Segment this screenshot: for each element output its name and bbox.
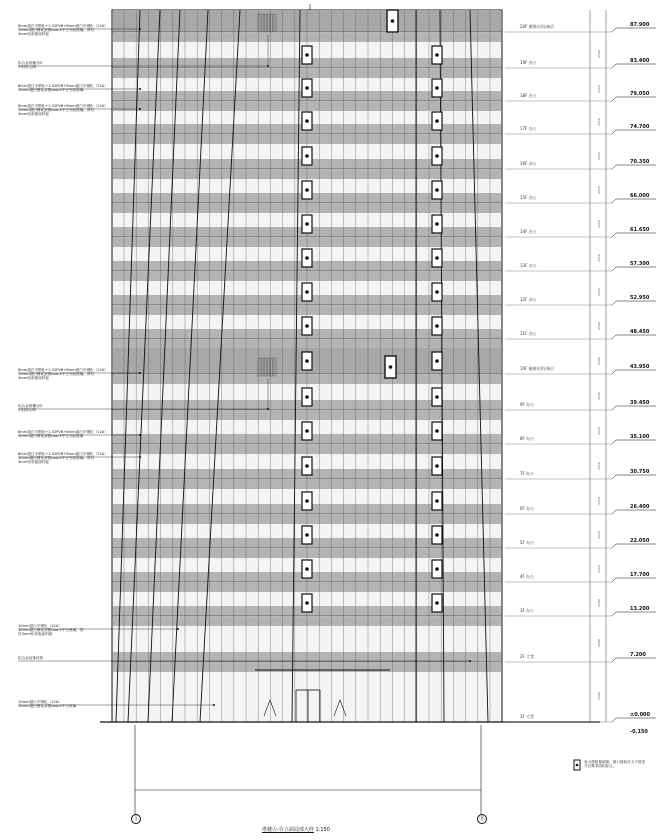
level-marker xyxy=(612,718,656,722)
dimension-text: 4350 xyxy=(597,461,601,470)
window-opening-dot xyxy=(305,567,309,571)
leader-dot xyxy=(139,372,141,374)
level-marker xyxy=(612,301,656,305)
floor-label: 10F 避难层/设备层 xyxy=(520,366,555,371)
material-note: 10mm超白钢化双银Low-E中空夹胶玻璃 xyxy=(18,434,84,439)
material-note: 8mm超白半钢化+1.52PVB+8mm超白半钢化（12A） xyxy=(18,368,108,372)
level-marker xyxy=(612,233,656,237)
base-elevation: -0.150 xyxy=(630,729,648,735)
level-elevation: ±0.000 xyxy=(630,712,651,718)
material-note: 8mm超白半钢化+1.52PVB+8mm超白半钢化（12A） xyxy=(18,84,108,88)
dimension-text: 4350 xyxy=(597,565,601,573)
window-opening-dot xyxy=(435,188,439,192)
window-opening-dot xyxy=(305,395,309,399)
floor-label: 15F 办公 xyxy=(520,195,537,200)
window-opening-dot xyxy=(435,324,439,328)
level-marker xyxy=(612,658,656,662)
level-marker xyxy=(612,544,656,548)
dimension-text: 4350 xyxy=(597,531,601,539)
material-note: 10mm超白钢化双银Low-E中空玻璃，背 xyxy=(18,628,84,633)
window-opening-dot xyxy=(435,222,439,226)
level-marker xyxy=(612,97,656,101)
window-opening-dot xyxy=(305,188,309,192)
window-opening-dot xyxy=(435,464,439,468)
level-elevation: 17.700 xyxy=(630,572,650,578)
floor-label: 16F 办公 xyxy=(520,161,537,166)
level-marker xyxy=(612,370,656,374)
window-opening-dot xyxy=(305,222,309,226)
window-opening-dot xyxy=(435,154,439,158)
grid-bubble-b: Ⓑ xyxy=(477,814,487,824)
window-opening-dot xyxy=(305,119,309,123)
floor-label: 8F 办公 xyxy=(520,436,535,441)
level-elevation: 13.200 xyxy=(630,606,650,612)
dimension-text: 4350 xyxy=(597,496,601,505)
level-elevation: 7.200 xyxy=(630,652,646,658)
level-elevation: 48.450 xyxy=(630,329,650,335)
window-opening-dot xyxy=(305,53,309,57)
material-note: 衬3mm铝单板涂料板 xyxy=(18,632,53,637)
window-opening-dot xyxy=(435,53,439,57)
level-marker xyxy=(612,406,656,410)
window-opening-dot xyxy=(305,86,309,90)
level-elevation: 22.050 xyxy=(630,538,650,544)
window-opening-dot xyxy=(305,499,309,503)
dimension-text: 4350 xyxy=(597,117,601,126)
legend xyxy=(584,760,645,769)
dimension-text: 4500 xyxy=(597,50,601,58)
window-opening-dot xyxy=(435,86,439,90)
level-marker xyxy=(612,475,656,479)
window-opening-dot xyxy=(435,567,439,571)
floor-label: 1F 大堂 xyxy=(520,714,535,719)
level-marker xyxy=(612,335,656,339)
material-note: 10mm超白钢化双银Low-E中空夹胶玻璃，背衬 xyxy=(18,456,95,461)
level-marker xyxy=(612,578,656,582)
dimension-text: 4500 xyxy=(597,356,601,365)
legend-line: 开启要求面积标注。 xyxy=(584,764,617,769)
material-note: 10mm超白半钢化（12A） xyxy=(18,700,62,704)
material-note: 3mm铝单板涂料板 xyxy=(18,376,49,381)
floor-label: 14F 办公 xyxy=(520,229,537,234)
window-opening-dot xyxy=(305,429,309,433)
window-opening-dot xyxy=(435,395,439,399)
window-opening-dot xyxy=(305,464,309,468)
dimension-text: 4350 xyxy=(597,84,601,93)
level-marker xyxy=(612,130,656,134)
level-marker xyxy=(612,28,656,32)
dimension-text: 4350 xyxy=(597,427,601,435)
window-opening-dot xyxy=(305,533,309,537)
leader-dot xyxy=(139,88,141,90)
dimension-text: 4350 xyxy=(597,151,601,160)
floor-label: 3F 办公 xyxy=(520,608,535,613)
material-note: 10mm超白钢化双银Low-E中空夹胶玻璃，背衬 xyxy=(18,372,95,377)
level-marker xyxy=(612,612,656,616)
window-opening-dot xyxy=(305,154,309,158)
level-elevation: 35.100 xyxy=(630,434,650,440)
floor-label: 2F 大堂 xyxy=(520,654,535,659)
leader-dot xyxy=(139,28,141,30)
floor-label: 6F 办公 xyxy=(520,506,535,511)
material-note: 3mm铝单板涂料板 xyxy=(18,460,49,465)
material-note: 铝合金格栅百叶 xyxy=(18,61,44,65)
level-elevation: 39.450 xyxy=(630,400,650,406)
dimension-text: 7200 xyxy=(597,692,601,700)
window-opening-dot xyxy=(435,601,439,605)
window-opening-dot xyxy=(391,19,395,23)
material-note: 铝合金格栅百叶 xyxy=(18,404,44,408)
window-opening-dot xyxy=(435,499,439,503)
dimension-text: 4350 xyxy=(597,254,601,262)
level-elevation: 66.000 xyxy=(630,193,650,199)
material-note: 8mm超白半钢化+1.52PVB+8mm超白半钢化（12A） xyxy=(18,104,108,108)
legend-line: 表示窗框幕墙窗，窗口面积应大于规范 xyxy=(584,760,646,764)
floor-label: 17F 办公 xyxy=(520,126,537,131)
dimension-text: 4350 xyxy=(597,220,601,228)
window-opening-dot xyxy=(305,601,309,605)
window-opening-dot xyxy=(435,119,439,123)
level-elevation: 87.900 xyxy=(630,22,650,28)
legend-dot xyxy=(576,764,579,767)
window-opening-dot xyxy=(305,256,309,260)
leader-dot xyxy=(177,628,179,630)
material-note: 3mm铝单板涂料板 xyxy=(18,112,49,117)
floor-label: 18F 办公 xyxy=(520,93,537,98)
level-elevation: 79.050 xyxy=(630,91,650,97)
dimension-text: 4350 xyxy=(597,288,601,296)
grid-bubble-a: Ⓐ xyxy=(131,814,141,824)
level-elevation: 74.700 xyxy=(630,124,650,130)
dimension-text: 4500 xyxy=(597,392,601,400)
floor-label: 19F 办公 xyxy=(520,60,537,65)
window-opening-dot xyxy=(435,290,439,294)
window-opening-dot xyxy=(305,324,309,328)
material-note: 内衬防尘网 xyxy=(18,65,36,70)
level-marker xyxy=(612,64,656,68)
level-elevation: 30.750 xyxy=(630,469,650,475)
level-elevation: 43.950 xyxy=(630,364,650,370)
material-note: 铝合金装饰体系 xyxy=(18,656,44,660)
material-note: 10mm超白钢化双银Low-E中空玻璃 xyxy=(18,704,77,709)
level-elevation: 26.400 xyxy=(630,504,650,510)
leader-dot xyxy=(139,108,141,110)
level-elevation: 70.350 xyxy=(630,159,650,165)
floor-label: 13F 办公 xyxy=(520,263,537,268)
floor-label: 11F 办公 xyxy=(520,331,537,336)
level-elevation: 61.650 xyxy=(630,227,650,233)
material-note: 3mm铝单板涂料板 xyxy=(18,32,49,37)
window-opening-dot xyxy=(389,365,393,369)
dimension-text: 6000 xyxy=(597,639,601,647)
level-elevation: 52.950 xyxy=(630,295,650,301)
level-marker xyxy=(612,267,656,271)
material-note: 10mm超白钢化双银Low-E中空夹胶玻璃 xyxy=(18,88,84,93)
window-opening-dot xyxy=(435,429,439,433)
material-note: 内衬防尘网 xyxy=(18,408,36,413)
floor-label: 20F 避难层/设备层 xyxy=(520,24,555,29)
window-opening-dot xyxy=(305,290,309,294)
leader-dot xyxy=(469,660,471,662)
window-opening-dot xyxy=(435,533,439,537)
leader-dot xyxy=(213,704,215,706)
floor-label: 12F 办公 xyxy=(520,297,537,302)
floor-label: 9F 办公 xyxy=(520,402,535,407)
material-note: 8mm超白半钢化+1.52PVB+8mm超白半钢化（12A） xyxy=(18,430,108,434)
dimension-text: 4500 xyxy=(597,599,601,607)
material-note: 8mm超白半钢化+1.52PVB+8mm超白半钢化（12A） xyxy=(18,24,108,28)
level-marker xyxy=(612,440,656,444)
window-opening-dot xyxy=(305,359,309,363)
material-note: 10mm超白钢化双银Low-E中空夹胶玻璃，背衬 xyxy=(18,108,95,113)
material-note: 8mm超白半钢化+1.52PVB+8mm超白半钢化（12A） xyxy=(18,452,108,456)
drawing-title: 塔楼Ⓐ-Ⓑ立面局部大样 1:150 xyxy=(262,827,330,833)
level-marker xyxy=(612,199,656,203)
level-marker xyxy=(612,165,656,169)
dimension-text: 4500 xyxy=(597,322,601,330)
window-opening-dot xyxy=(435,256,439,260)
leader-dot xyxy=(139,456,141,458)
floor-label: 4F 办公 xyxy=(520,574,535,579)
level-marker xyxy=(612,510,656,514)
material-note: 10mm超白半钢化（12A） xyxy=(18,624,62,628)
dimension-text: 4350 xyxy=(597,186,601,194)
floor-label: 7F 办公 xyxy=(520,471,535,476)
window-opening-dot xyxy=(435,359,439,363)
floor-label: 5F 办公 xyxy=(520,540,535,545)
material-note: 10mm超白钢化双银Low-E中空夹胶玻璃，背衬 xyxy=(18,28,95,33)
level-elevation: 57.300 xyxy=(630,261,650,267)
leader-dot xyxy=(139,434,141,436)
level-elevation: 83.400 xyxy=(630,58,650,64)
